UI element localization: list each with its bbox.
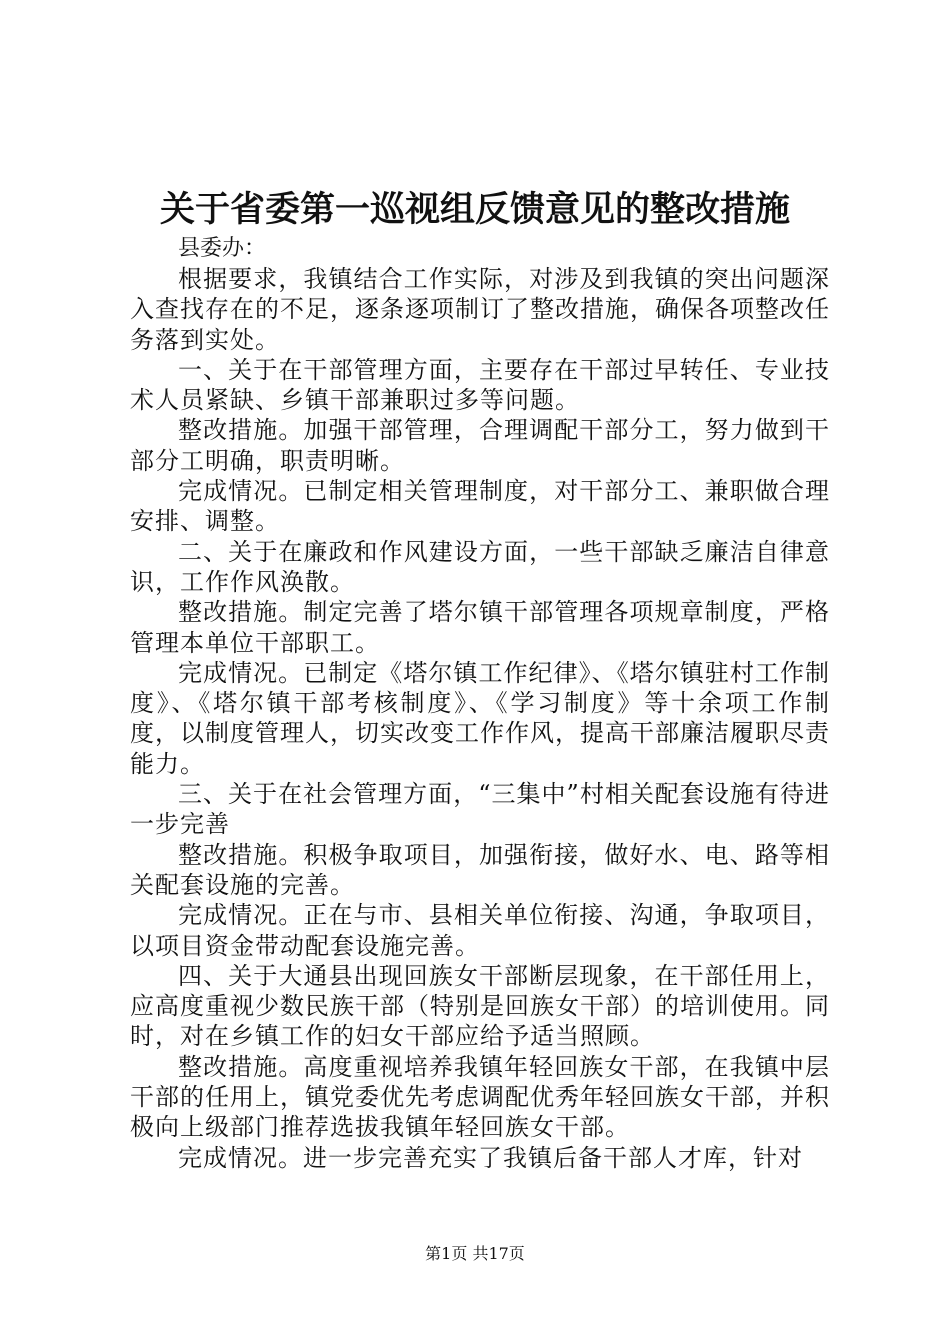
- paragraph: 完成情况。已制定《塔尔镇工作纪律》、《塔尔镇驻村工作制度》、《塔尔镇干部考核制度》、《学习制度》等十余项工作制度，以制度管理人，切实改变工作作风，提高干部廉洁履职尽责能力。: [130, 658, 830, 778]
- paragraph: 一、关于在干部管理方面，主要存在干部过早转任、专业技术人员紧缺、乡镇干部兼职过多等问题。: [130, 355, 830, 415]
- paragraph: 完成情况。正在与市、县相关单位衔接、沟通，争取项目，以项目资金带动配套设施完善。: [130, 901, 830, 960]
- document-title: 关于省委第一巡视组反馈意见的整改措施: [159, 189, 790, 230]
- paragraph: 二、关于在廉政和作风建设方面，一些干部缺乏廉洁自律意识，工作作风涣散。: [130, 537, 830, 596]
- paragraph: 整改措施。加强干部管理，合理调配干部分工，努力做到干部分工明确，职责明晰。: [130, 416, 830, 475]
- paragraph: 三、关于在社会管理方面，“三集中”村相关配套设施有待进一步完善: [130, 780, 830, 839]
- paragraph: 整改措施。制定完善了塔尔镇干部管理各项规章制度，严格管理本单位干部职工。: [130, 598, 830, 657]
- document-body: [130, 234, 830, 1173]
- salutation: 县委办：: [178, 236, 267, 261]
- paragraph: 整改措施。高度重视培养我镇年轻回族女干部，在我镇中层干部的任用上，镇党委优先考虑调配优秀年轻回族女干部，并积极向上级部门推荐选拔我镇年轻回族女干部。: [130, 1052, 830, 1142]
- paragraph: 完成情况。已制定相关管理制度，对干部分工、兼职做合理安排、调整。: [130, 477, 830, 536]
- paragraph: 根据要求，我镇结合工作实际，对涉及到我镇的突出问题深入查找存在的不足，逐条逐项制订了整改措施，确保各项整改任务落到实处。: [130, 265, 830, 354]
- paragraph: 整改措施。积极争取项目，加强衔接，做好水、电、路等相关配套设施的完善。: [130, 840, 830, 899]
- page-number-footer: 第1页 共17页: [425, 1244, 525, 1263]
- paragraph: 完成情况。进一步完善充实了我镇后备干部人才库，针对: [178, 1143, 803, 1172]
- paragraph: 四、关于大通县出现回族女干部断层现象，在干部任用上，应高度重视少数民族干部（特别是回族女干部）的培训使用。同时，对在乡镇工作的妇女干部应给予适当照顾。: [130, 961, 830, 1051]
